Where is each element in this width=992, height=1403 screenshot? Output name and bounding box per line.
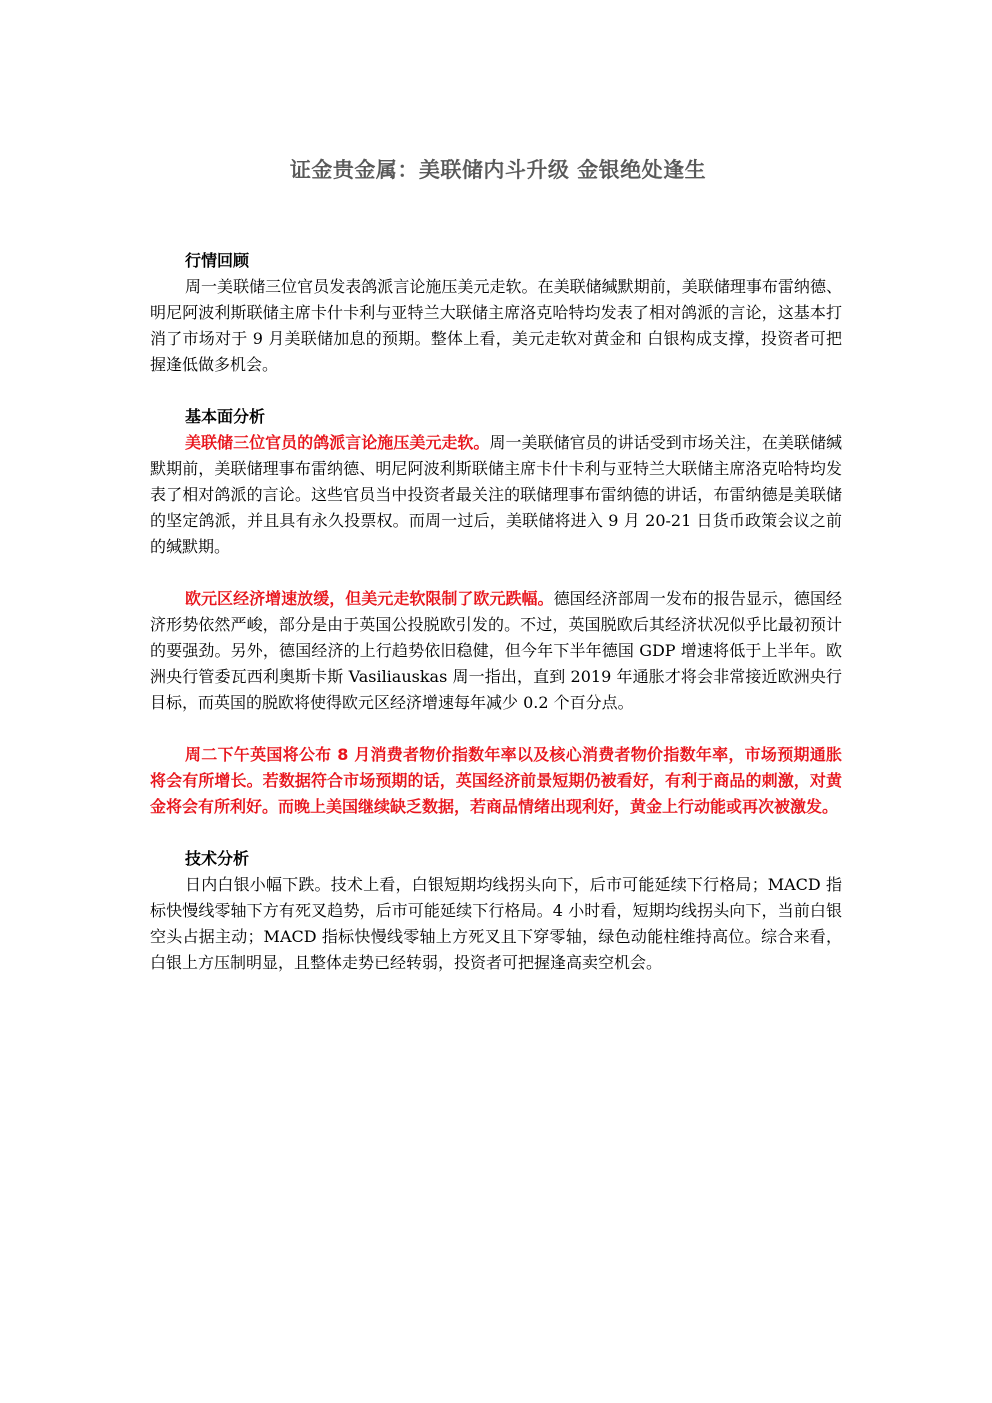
fundamental-paragraph-3: 周二下午英国将公布 8 月消费者物价指数年率以及核心消费者物价指数年率，市场预期通胀将会有所增长。若数据符合市场预期的话，英国经济前景短期仍被看好，有利于商品的刺激，对黄金将会有所利好。而晚上美国继续缺乏数据，若商品情绪出现利好，黄金上行动能或再次被激发。 bbox=[150, 745, 842, 816]
fundamental-text-1: 周一美联储官员的讲话受到市场关注，在美联储缄默期前，美联储理事布雷纳德、明尼阿波利斯联储主席卡什卡利与亚特兰大联储主席洛克哈特均发表了相对鸽派的言论。这些官员当中投资者最关注的联储理事布雷纳德的讲话，布雷纳德是美联储的坚定鸽派，并且具有永久投票权。而周一过后，美联储将进入 9 月 20-21 日货币政策会议之前的缄默期。 bbox=[150, 433, 842, 556]
section-heading-fundamental: 基本面分析 bbox=[185, 407, 266, 426]
document-body bbox=[150, 248, 842, 976]
section-spacer bbox=[150, 378, 842, 404]
fundamental-paragraph-1 bbox=[150, 430, 842, 560]
technical-paragraph: 日内白银小幅下跌。技术上看，白银短期均线拐头向下，后市可能延续下行格局；MACD 指标快慢线零轴下方有死叉趋势，后市可能延续下行格局。4 小时看，短期均线拐头向下，当前白银空头占据主动；MACD 指标快慢线零轴上方死叉且下穿零轴，绿色动能柱维持高位。综合来看，白银上方压制明显，且整体走势已经转弱，投资者可把握逢高卖空机会。 bbox=[150, 875, 842, 972]
fundamental-text-2: 德国经济部周一发布的报告显示，德国经济形势依然严峻，部分是由于英国公投脱欧引发的。不过，英国脱欧后其经济状况似乎比最初预计的要强劲。另外，德国经济的上行趋势依旧稳健，但今年下半年德国 GDP 增速将低于上半年。欧洲央行管委瓦西利奥斯卡斯 Vasiliauskas 周一指出，直到 2019 年通胀才将会非常接近欧洲央行目标，而英国的脱欧将使得欧元区经济增速每年减少 0.2 个百分点。 bbox=[150, 589, 842, 712]
review-paragraph: 周一美联储三位官员发表鸽派言论施压美元走软。在美联储缄默期前，美联储理事布雷纳德、明尼阿波利斯联储主席卡什卡利与亚特兰大联储主席洛克哈特均发表了相对鸽派的言论，这基本打消了市场对于 9 月美联储加息的预期。整体上看，美元走软对黄金和 白银构成支撑，投资者可把握逢低做多机会。 bbox=[150, 277, 842, 374]
paragraph-spacer bbox=[150, 716, 842, 742]
paragraph-spacer bbox=[150, 560, 842, 586]
section-heading-review: 行情回顾 bbox=[185, 251, 250, 270]
fundamental-lead-1: 美联储三位官员的鸽派言论施压美元走软。 bbox=[185, 433, 490, 452]
document-title: 证金贵金属：美联储内斗升级 金银绝处逢生 bbox=[289, 158, 707, 182]
section-spacer bbox=[150, 820, 842, 846]
fundamental-paragraph-2 bbox=[150, 586, 842, 716]
section-heading-technical: 技术分析 bbox=[185, 849, 250, 868]
fundamental-lead-2: 欧元区经济增速放缓，但美元走软限制了欧元跌幅。 bbox=[185, 589, 554, 608]
